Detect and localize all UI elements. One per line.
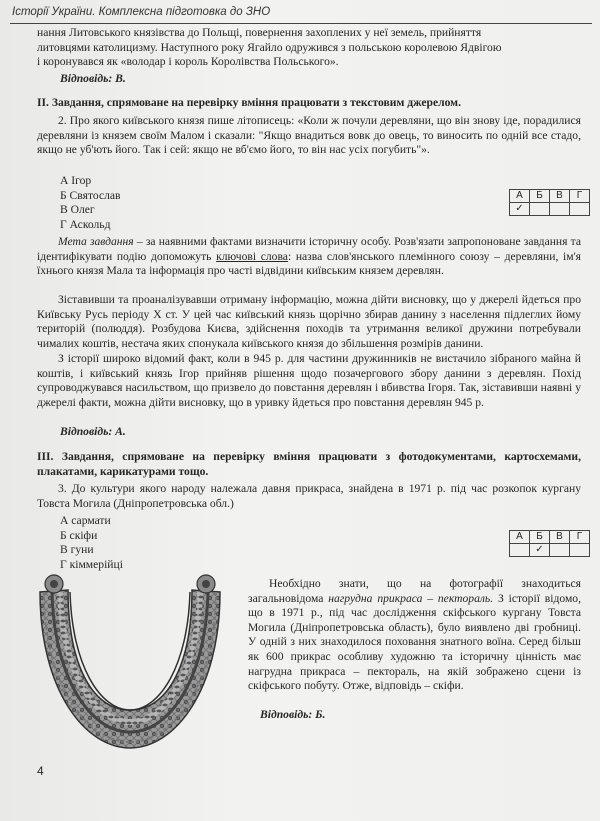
grid-header: А [510,531,530,544]
header-title: Історії України. Комплексна підготовка до ЗНО [12,6,271,18]
intro-line: і коронувався як «володар і король Королівства Польського». [37,55,339,69]
intro-line: литовцями католицизму. Наступного року Ягайло одружився з польською королевою Ядвігою [37,40,502,54]
running-header [10,4,592,24]
page-number: 4 [37,764,44,778]
grid-header: Г [570,531,590,544]
grid-cell [510,544,530,557]
grid-header: Б [530,190,550,203]
grid-header: Г [570,190,590,203]
section-2-heading: ІІ. Завдання, спрямоване на перевірку вміння працювати з текстовим джерелом. [37,96,461,109]
expl-text-1: Необхідно знати, що на фотографії знаходиться загальновідома [248,577,581,605]
option-c: В гуни [60,543,94,556]
grid-header: Б [530,531,550,544]
intro-line: нання Литовського князівства до Польщі, повернення захоплених у неї земель, прийняття [37,26,482,39]
option-a: А Ігор [60,174,92,187]
grid-header: В [550,190,570,203]
grid-cell [550,203,570,216]
question-3: 3. До культури якого народу належала давня прикраса, знайдена в 1971 р. під час розкопок кургану Товста Могила (Дніпропетровська обл.) [37,482,581,510]
grid-cell [550,544,570,557]
option-b: Б скіфи [60,528,98,542]
question-2: 2. Про якого київського князя пише літописець: «Коли ж почули деревляни, що він знову іде, порадилися деревляни із князем своїм Малом і сказали: "Якщо внадиться вовк до овець, то виносить по одній все стадо, якщо не уб'ють його. Так і сей: якщо не вб'ємо його, то він нас усіх погубить"». [37,114,581,157]
option-b: Б Святослав [60,188,121,202]
grid-header: В [550,531,570,544]
section-3-heading: ІІІ. Завдання, спрямоване на перевірку вміння працювати з фотодокументами, картосхемами, плакатами, карикатурами тощо. [37,450,581,478]
conclusion-paragraph: З історії широко відомий факт, коли в 945 р. для частини дружинників не вистачило зібраного майна й коштів, і київський князь Ігор прийняв рішення щодо позачергового збору данини з деревлян. Похід супроводжувався насильством, що призвело до повстання деревлян і вбивства Ігоря. Так, зіставивши наявні у джерелі факти, можна дійти висновку, що в уривку йдеться про повстання деревлян 945 р. [37,352,581,409]
answer-3: Відповідь: Б. [260,708,326,721]
pectoral-photo [30,570,230,755]
option-c: В Олег [60,203,95,216]
goal-text-1: – за наявними фактами визначити історичну особу. Розв'язати запропоноване завдання та ідентифікувати подію допоможуть [37,235,581,263]
grid-cell [570,203,590,216]
goal-paragraph [37,235,581,279]
option-a: А сармати [60,514,111,527]
goal-text-2: : назва слов'янського племінного союзу – деревляни, ім'я їхнього князя Мала та інформація про часті відвідини київським князем деревлян. [37,249,581,278]
grid-cell [530,203,550,216]
answer-2: Відповідь: А. [60,425,126,438]
explanation-paragraph [248,577,581,694]
grid-cell: ✓ [530,544,550,557]
q2-options [60,174,121,232]
answer-1: Відповідь: В. [60,72,126,85]
goal-keywords: ключові слова [216,249,288,263]
grid-cell: ✓ [510,203,530,216]
expl-text-2: З історії відомо, що в 1971 р., під час дослідження скіфського кургану Товста Могила (Дніпропетровська область), було виявлено дві гробниці. У одній з них знаходилося поховання знатного воїна. Серед більш як 600 прикрас особливу художню та історичну цінність має нагрудна прикраса – пектораль, на якій зображено сцени із скіфського побуту. Отже, відповідь – скіфи. [248,591,581,693]
goal-label: Мета завдання [58,235,134,248]
grid-cell [570,544,590,557]
option-d: Г Аскольд [60,217,111,231]
expl-italic: нагрудна прикраса – пектораль. [328,591,494,605]
analysis-paragraph: Зіставивши та проаналізувавши отриману інформацію, можна дійти висновку, що у джерелі йдеться про Київську Русь періоду X ст. У цей час київський князь щорічно збирав данину з населення підлеглих йому територій (полюддя). Розбудова Києва, здійснення походів та утримання великої дружини потребували чималих коштів, нестача яких спонукала київського князя до збільшення розмірів данини. [37,293,581,350]
intro-paragraph [37,26,577,70]
answer-grid-2 [509,189,590,216]
option-d: Г кіммерійці [60,557,123,571]
grid-header: А [510,190,530,203]
answer-grid-3 [509,530,590,557]
q3-options [60,514,123,572]
